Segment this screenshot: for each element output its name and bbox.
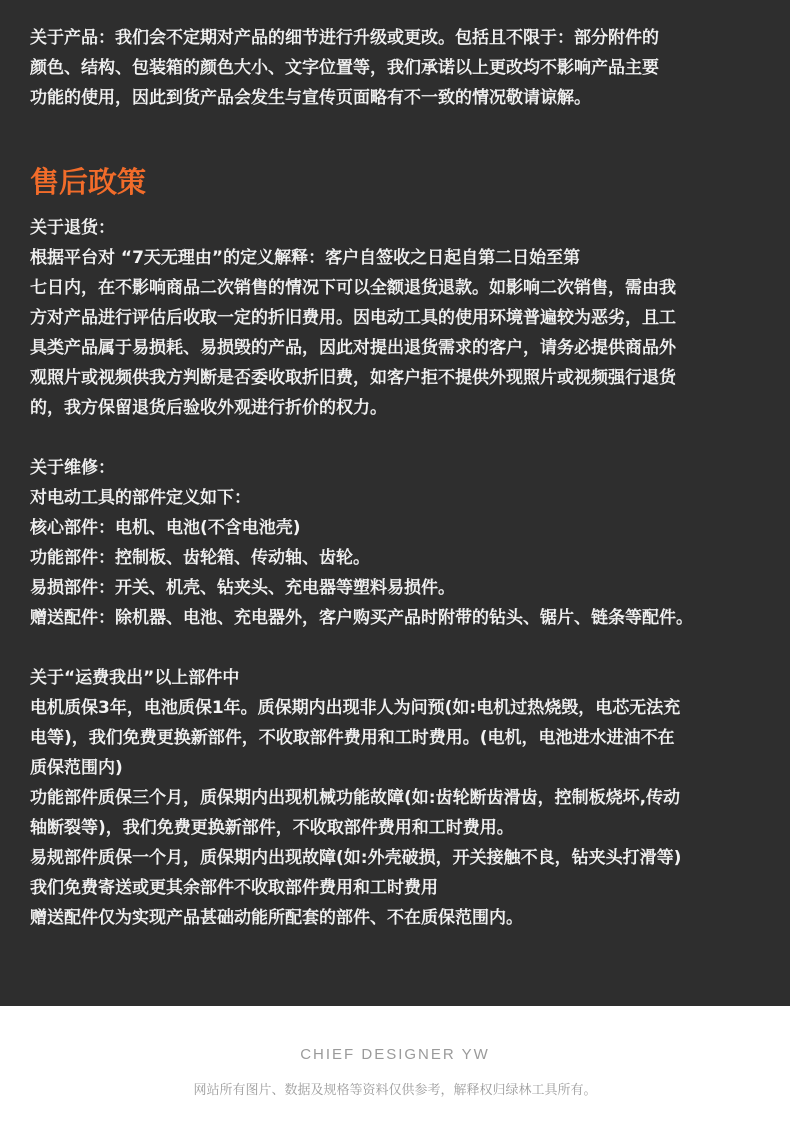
repair-policy [30, 453, 770, 633]
return-line: 关于退货： [30, 218, 115, 238]
return-line: 方对产品进行评估后收取一定的折旧费用。因电动工具的使用环境普遍较为恶劣，且工 [30, 308, 676, 328]
repair-line: 核心部件：电机、电池(不含电池壳) [30, 518, 301, 538]
return-line: 根据平台对 “7天无理由”的定义解释：客户自签收之日起自第二日始至第 [30, 248, 581, 268]
footer-disclaimer: 网站所有图片、数据及规格等资料仅供参考，解释权归绿林工具所有。 [193, 1083, 597, 1098]
notice-line: 功能的使用，因此到货产品会发生与宣传页面略有不一致的情况敬请谅解。 [30, 88, 591, 108]
return-policy [30, 213, 770, 423]
repair-line: 易损部件：开关、机壳、钻夹头、充电器等塑料易损件。 [30, 578, 455, 598]
warranty-line: 质保范围内) [30, 758, 123, 778]
warranty-line: 电等)，我们免费更换新部件，不收取部件费用和工时费用。(电机，电池进水进油不在 [30, 728, 675, 748]
warranty-line: 易规部件质保一个月，质保期内出现故障(如:外壳破损，开关接触不良，钻夹头打滑等) [30, 848, 682, 868]
warranty-line: 我们免费寄送或更其余部件不收取部件费用和工时费用 [30, 878, 438, 898]
after-sales-title: 售后政策 [30, 165, 147, 199]
product-notice [30, 23, 770, 113]
return-line: 具类产品属于易损耗、易损毁的产品，因此对提出退货需求的客户，请务必提供商品外 [30, 338, 676, 358]
warranty-line: 关于“运费我出”以上部件中 [30, 668, 240, 688]
warranty-line: 赠送配件仅为实现产品甚础动能所配套的部件、不在质保范围内。 [30, 908, 523, 928]
warranty-line: 电机质保3年，电池质保1年。质保期内出现非人为问预(如:电机过热烧毁，电芯无法充 [30, 698, 681, 718]
designer-credit: CHIEF DESIGNER YW [300, 1046, 490, 1063]
warranty-line: 轴断裂等)，我们免费更换新部件，不收取部件费用和工时费用。 [30, 818, 514, 838]
return-line: 七日内，在不影响商品二次销售的情况下可以全额退货退款。如影响二次销售，需由我 [30, 278, 676, 298]
notice-line: 颜色、结构、包装箱的颜色大小、文字位置等，我们承诺以上更改均不影响产品主要 [30, 58, 659, 78]
notice-line: 关于产品：我们会不定期对产品的细节进行升级或更改。包括且不限于：部分附件的 [30, 28, 659, 48]
repair-line: 对电动工具的部件定义如下： [30, 488, 251, 508]
repair-line: 赠送配件：除机器、电池、充电器外，客户购买产品时附带的钻头、锯片、链条等配件。 [30, 608, 693, 628]
warranty-policy [30, 663, 770, 933]
repair-line: 功能部件：控制板、齿轮箱、传动轴、齿轮。 [30, 548, 370, 568]
warranty-line: 功能部件质保三个月，质保期内出现机械功能故障(如:齿轮断齿滑齿，控制板烧坏,传动 [30, 788, 681, 808]
footer [0, 1006, 790, 1130]
return-line: 观照片或视频供我方判断是否委收取折旧费，如客户拒不提供外现照片或视频强行退货 [30, 368, 676, 388]
repair-line: 关于维修： [30, 458, 115, 478]
return-line: 的，我方保留退货后验收外观进行折价的权力。 [30, 398, 387, 418]
